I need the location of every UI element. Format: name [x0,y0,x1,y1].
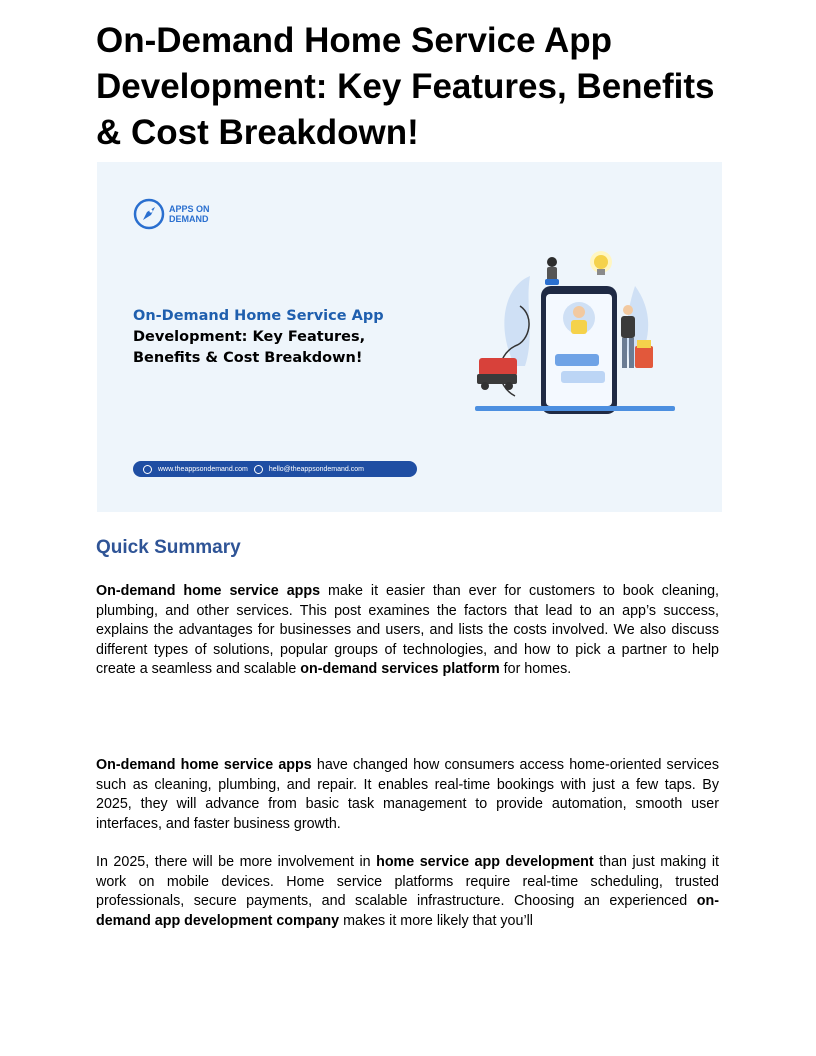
bold-text: on-demand services platform [300,661,500,677]
website-text: www.theappsondemand.com [158,465,248,473]
paragraph-text: make it easier than ever for customers to book cleaning, plumbing, and other services. This post examines the factors that lead to an app’s success, explains the advantages for businesses and users, and lists the costs involved. We also discuss different types of solutions, popular groups of technologies, and how to pick a partner to help create a seamless and scalable [96,583,719,677]
brand-logo [133,198,229,230]
email-text: hello@theappsondemand.com [268,465,364,473]
globe-icon [143,465,152,474]
paragraph-text: In 2025, there will be more involvement in [96,854,377,870]
hero-title-line1: On-Demand Home Service App [133,308,384,324]
contact-bar [133,461,417,477]
mail-icon [254,465,263,474]
quick-summary-heading: Quick Summary [96,537,241,558]
logo-text: APPS ON DEMAND [169,204,210,224]
body-paragraph [96,853,719,931]
paragraph-text: have changed how consumers access home-oriented services such as cleaning, plumbing, and repair. It enables real-time bookings with just a few taps. By 2025, they will advance from basic task management to provide automation, smooth user interfaces, and faster business growth. [96,757,719,832]
bold-text: home service app development [376,854,594,870]
rocket-icon [133,198,165,230]
paragraph-text: makes it more likely that you’ll [339,912,533,929]
summary-paragraph [96,582,719,680]
intro-paragraph [96,756,719,834]
bold-text: on-demand app development company [96,893,719,929]
hero-banner [97,162,722,512]
paragraph-text: for homes. [499,661,572,677]
page-title: On-Demand Home Service App Development: Key Features, Benefits & Cost Breakdown! [96,21,715,152]
bold-text: On-demand home service apps [96,757,312,773]
hero-title [133,306,433,369]
paragraph-text: than just making it work on mobile devices. Home service platforms require real-time scheduling, trusted professionals, secure payments, and scalable infrastructure. Choosing an experienced [96,854,719,909]
phone-service-illustration [475,246,675,422]
bold-text: On-demand home service apps [96,583,321,599]
hero-title-line2: Development: Key Features, Benefits & Cost Breakdown! [133,329,366,366]
